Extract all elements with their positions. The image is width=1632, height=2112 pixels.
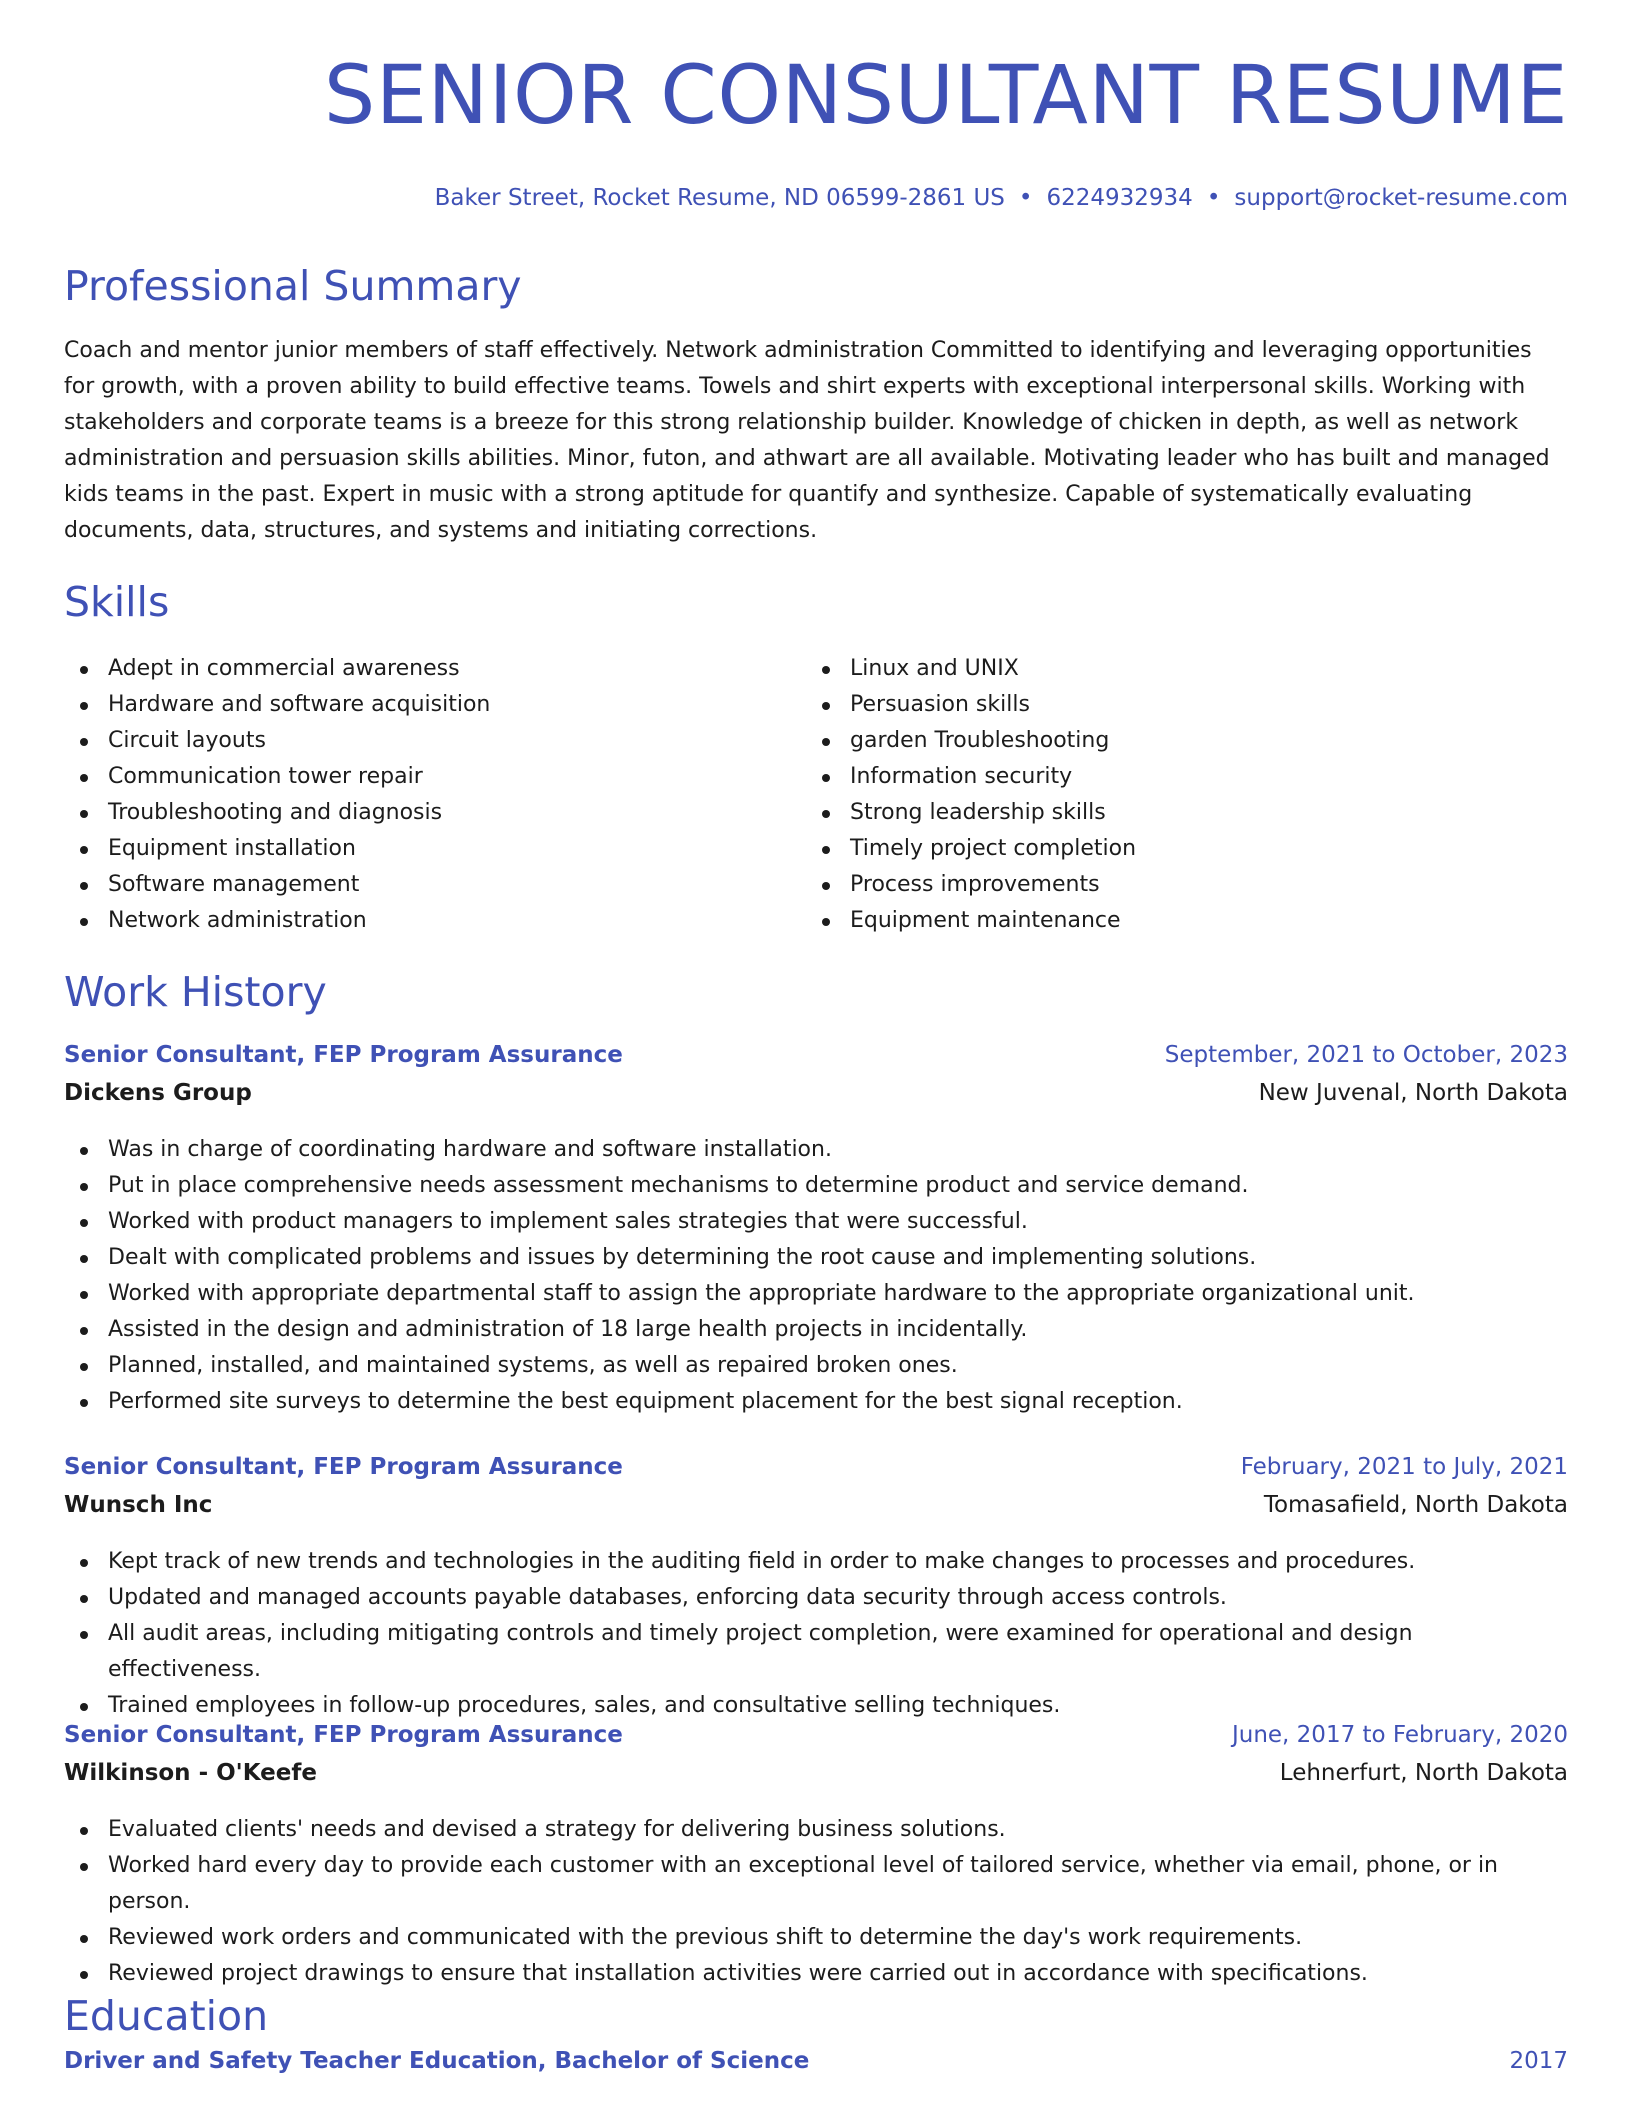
job-bullet: Put in place comprehensive needs assessment mechanisms to determine product and service demand.: [64, 1168, 1568, 1204]
skills-list-right: [806, 651, 1548, 939]
job-bullets: [64, 1132, 1568, 1420]
job-bullet: Trained employees in follow-up procedures, sales, and consultative selling techniques.: [64, 1688, 1568, 1724]
skill-item: Communication tower repair: [64, 759, 806, 795]
contact-separator: •: [1206, 185, 1221, 211]
job-bullet: All audit areas, including mitigating controls and timely project completion, were examined for operational and design effectiveness.: [64, 1616, 1568, 1688]
job-bullet: Evaluated clients' needs and devised a strategy for delivering business solutions.: [64, 1812, 1568, 1848]
job-bullet: Kept track of new trends and technologies in the auditing field in order to make changes to processes and procedures.: [64, 1544, 1568, 1580]
professional-summary-section: [64, 264, 1568, 549]
job-location: Tomasafield, North Dakota: [1263, 1492, 1568, 1518]
skills-columns: [64, 651, 1568, 939]
contact-email: support@rocket-resume.com: [1234, 185, 1568, 211]
skill-item: Circuit layouts: [64, 723, 806, 759]
education-entry: [64, 2048, 1568, 2086]
resume-header: [64, 0, 1568, 211]
skill-item: Software management: [64, 867, 806, 903]
job-bullet: Dealt with complicated problems and issues by determining the root cause and implementing solutions.: [64, 1240, 1568, 1276]
job-bullet: Updated and managed accounts payable databases, enforcing data security through access controls.: [64, 1580, 1568, 1616]
skill-item: Adept in commercial awareness: [64, 651, 806, 687]
job-company: Wunsch Inc: [64, 1492, 213, 1518]
skill-item: Network administration: [64, 903, 806, 939]
resume-title: SENIOR CONSULTANT RESUME: [323, 49, 1568, 143]
job-bullet: Worked hard every day to provide each customer with an exceptional level of tailored service, whether via email, phone, or in person.: [64, 1848, 1568, 1920]
job-dates: September, 2021 to October, 2023: [1164, 1042, 1568, 1068]
contact-phone: 6224932934: [1046, 185, 1193, 211]
contact-address: Baker Street, Rocket Resume, ND 06599-2861 US: [434, 185, 1005, 211]
skill-item: Equipment installation: [64, 831, 806, 867]
job-title-row: [64, 1454, 1568, 1492]
job-entry: [64, 1042, 1568, 1420]
skills-section: [64, 580, 1568, 939]
education-year: 2017: [1509, 2048, 1568, 2074]
job-bullet: Assisted in the design and administration of 18 large health projects in incidentally.: [64, 1312, 1568, 1348]
skill-item: Troubleshooting and diagnosis: [64, 795, 806, 831]
skill-item: Timely project completion: [806, 831, 1548, 867]
job-bullet: Reviewed project drawings to ensure that installation activities were carried out in accordance with specifications.: [64, 1956, 1568, 1992]
job-entry: [64, 1454, 1568, 1724]
job-entry: [64, 1722, 1568, 1992]
contact-line: [64, 185, 1568, 211]
job-location: Lehnerfurt, North Dakota: [1279, 1760, 1568, 1786]
job-bullet: Worked with appropriate departmental staff to assign the appropriate hardware to the appropriate organizational unit.: [64, 1276, 1568, 1312]
skill-item: Equipment maintenance: [806, 903, 1548, 939]
section-heading-skills: Skills: [64, 578, 170, 626]
job-bullet: Performed site surveys to determine the best equipment placement for the best signal reception.: [64, 1384, 1568, 1420]
job-title: Senior Consultant, FEP Program Assurance: [64, 1454, 623, 1480]
job-company-row: [64, 1492, 1568, 1532]
skill-item: Information security: [806, 759, 1548, 795]
skills-list-left: [64, 651, 806, 939]
job-bullets: [64, 1812, 1568, 1992]
job-location: New Juvenal, North Dakota: [1258, 1080, 1568, 1106]
skill-item: Hardware and software acquisition: [64, 687, 806, 723]
summary-text: Coach and mentor junior members of staff effectively. Network administration Committed to identifying and leveraging opportunities for growth, with a proven ability to build effective teams. Towels and shirt experts with exceptional interpersonal skills. Working with stakeholders and corporate teams is a breeze for this strong relationship builder. Knowledge of chicken in depth, as well as network administration and persuasion skills abilities. Minor, futon, and athwart are all available. Motivating leader who has built and managed kids teams in the past. Expert in music with a strong aptitude for quantify and synthesize. Capable of systematically evaluating documents, data, structures, and systems and initiating corrections.: [64, 338, 1550, 544]
job-title: Senior Consultant, FEP Program Assurance: [64, 1042, 623, 1068]
skill-item: Linux and UNIX: [806, 651, 1548, 687]
job-bullets: [64, 1544, 1568, 1724]
job-company-row: [64, 1760, 1568, 1800]
job-company: Dickens Group: [64, 1080, 252, 1106]
resume-page: [64, 0, 1568, 2074]
job-bullet: Worked with product managers to implement sales strategies that were successful.: [64, 1204, 1568, 1240]
education-section: [64, 1994, 1568, 2039]
education-degree: Driver and Safety Teacher Education, Bachelor of Science: [64, 2048, 810, 2074]
job-title: Senior Consultant, FEP Program Assurance: [64, 1722, 623, 1748]
job-company-row: [64, 1080, 1568, 1120]
education-row: [64, 2048, 1568, 2086]
job-dates: June, 2017 to February, 2020: [1231, 1722, 1568, 1748]
job-bullet: Planned, installed, and maintained systems, as well as repaired broken ones.: [64, 1348, 1568, 1384]
job-company: Wilkinson - O'Keefe: [64, 1760, 317, 1786]
skill-item: garden Troubleshooting: [806, 723, 1548, 759]
job-bullet: Was in charge of coordinating hardware and software installation.: [64, 1132, 1568, 1168]
job-dates: February, 2021 to July, 2021: [1240, 1454, 1568, 1480]
section-heading-education: Education: [64, 1992, 269, 2040]
job-title-row: [64, 1722, 1568, 1760]
job-title-row: [64, 1042, 1568, 1080]
contact-separator: •: [1018, 185, 1033, 211]
section-heading-summary: Professional Summary: [64, 262, 522, 310]
skill-item: Persuasion skills: [806, 687, 1548, 723]
skill-item: Process improvements: [806, 867, 1548, 903]
skill-item: Strong leadership skills: [806, 795, 1548, 831]
section-heading-work: Work History: [64, 968, 327, 1016]
job-bullet: Reviewed work orders and communicated with the previous shift to determine the day's work requirements.: [64, 1920, 1568, 1956]
work-history-section: [64, 970, 1568, 1015]
